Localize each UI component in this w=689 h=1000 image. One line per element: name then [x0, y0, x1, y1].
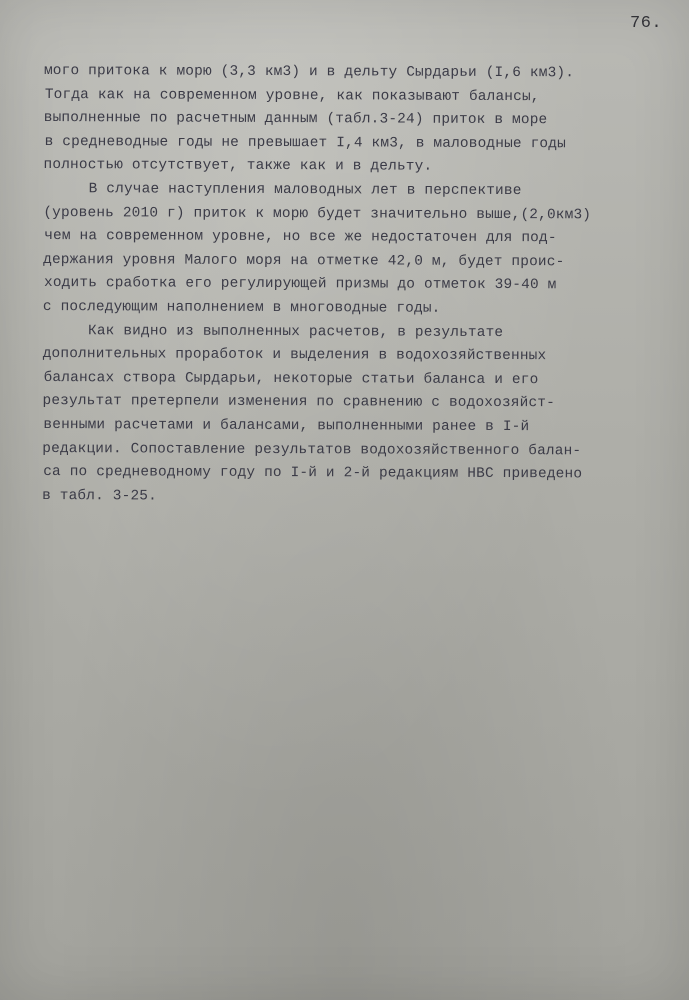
- text-line: в табл. 3-25.: [42, 487, 158, 505]
- text-line: венными расчетами и балансами, выполненными ранее в I-й: [43, 416, 530, 436]
- text-line: с последующим наполнением в многоводные годы.: [42, 298, 441, 317]
- text-line: дополнительных проработок и выделения в водохозяйственных: [42, 346, 547, 365]
- text-line: Тогда как на современном уровне, как показывают балансы,: [44, 86, 540, 105]
- body-text: [42, 60, 654, 511]
- text-line: са по средневодному году по I-й и 2-й редакциям НВС приведено: [43, 464, 583, 483]
- text-line: держания уровня Малого моря на отметке 42,0 м, будет проис-: [43, 251, 565, 271]
- text-line: балансах створа Сырдарьи, некоторые статьи баланса и его: [43, 369, 539, 388]
- text-line: мого притока к морю (3,3 км3) и в дельту Сырдарьи (I,6 км3).: [43, 62, 575, 82]
- text-line: (уровень 2010 г) приток к морю будет значительно выше,(2,0км3): [43, 204, 592, 223]
- text-line: результат претерпели изменения по сравнению с водохозяйст-: [42, 393, 556, 412]
- text-line: ходить сработка его регулирующей призмы до отметок 39-40 м: [43, 275, 557, 294]
- text-line: чем на современном уровне, но все же недостаточен для под-: [44, 228, 557, 247]
- text-line: редакции. Сопоставление результатов водохозяйственного балан-: [42, 440, 582, 459]
- paragraph-start-line: В случае наступления маловодных лет в перспективе: [44, 180, 522, 200]
- page-number: 76.: [630, 14, 663, 33]
- text-line: выполненные по расчетным данным (табл.3-24) приток в море: [43, 110, 548, 129]
- text-line: в средневодные годы не превышает I,4 км3, в маловодные годы: [44, 133, 566, 153]
- paragraph-start-line: Как видно из выполненных расчетов, в результате: [43, 322, 504, 341]
- text-line: полностью отсутствует, также как и в дельту.: [43, 157, 433, 176]
